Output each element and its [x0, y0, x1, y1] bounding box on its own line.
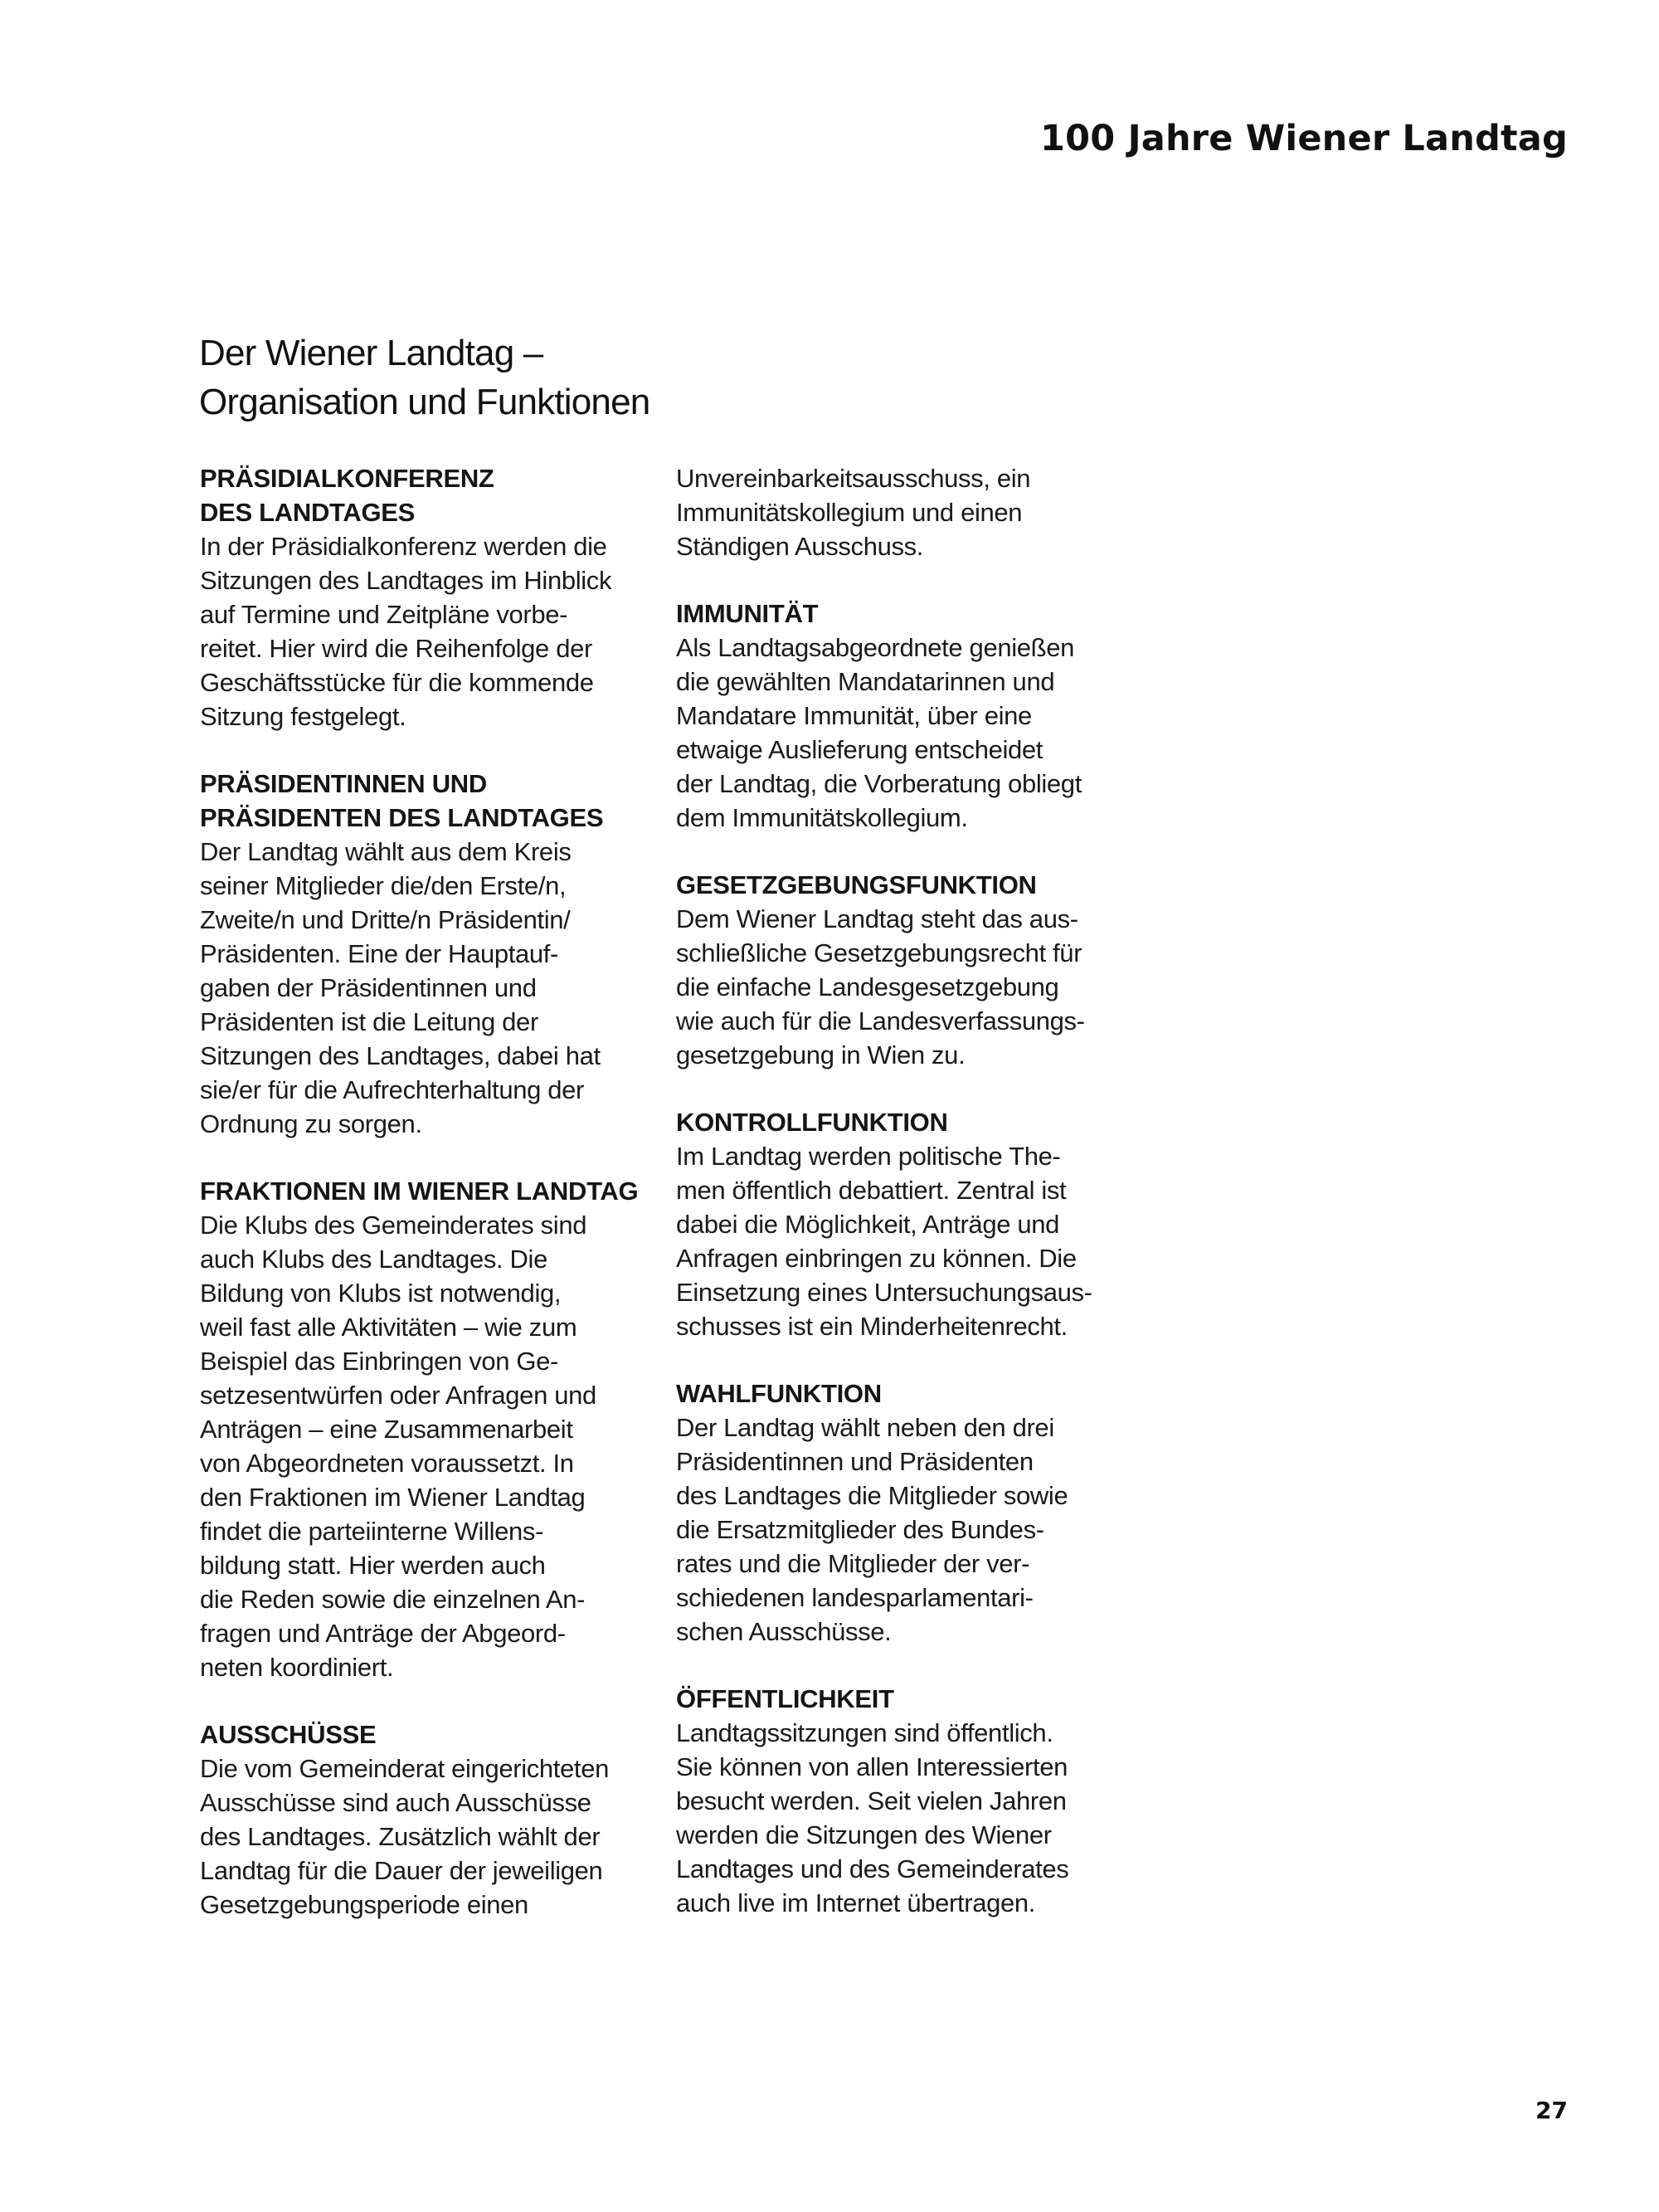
paragraph-line: Bildung von Klubs ist notwendig, [200, 1279, 562, 1308]
paragraph-line: dem Immunitätskollegium. [676, 803, 968, 832]
paragraph-line: wie auch für die Landesverfassungs- [676, 1006, 1085, 1035]
text-section [200, 767, 698, 1141]
section-heading [200, 461, 698, 529]
page-title-line: Organisation und Funktionen [199, 382, 650, 422]
paragraph-line: besucht werden. Seit vielen Jahren [676, 1786, 1067, 1815]
paragraph-line: Zweite/n und Dritte/n Präsidentin/ [200, 905, 571, 934]
section-paragraph [200, 1752, 698, 1922]
section-paragraph [676, 1139, 1174, 1343]
paragraph-line: Der Landtag wählt aus dem Kreis [200, 837, 572, 866]
paragraph-line: schen Ausschüsse. [676, 1617, 892, 1646]
paragraph-line: von Abgeordneten voraussetzt. In [200, 1449, 574, 1478]
paragraph-line: gaben der Präsidentinnen und [200, 973, 537, 1002]
paragraph-line: gesetzgebung in Wien zu. [676, 1040, 966, 1069]
paragraph-line: Beispiel das Einbringen von Ge- [200, 1347, 559, 1376]
paragraph-line: des Landtages. Zusätzlich wählt der [200, 1822, 601, 1851]
section-heading-line: PRÄSIDIALKONFERENZ [200, 464, 494, 493]
text-section [200, 461, 698, 733]
section-heading [676, 1376, 1174, 1411]
paragraph-line: Landtages und des Gemeinderates [676, 1854, 1069, 1883]
section-heading-line: KONTROLLFUNKTION [676, 1108, 948, 1137]
text-section [676, 597, 1174, 835]
running-header-title: 100 Jahre Wiener Landtag [1040, 118, 1568, 159]
paragraph-line: men öffentlich debattiert. Zentral ist [676, 1176, 1067, 1205]
text-section [676, 461, 1174, 563]
paragraph-line: die einfache Landesgesetzgebung [676, 972, 1059, 1001]
text-section [676, 1376, 1174, 1649]
section-heading-line: WAHLFUNKTION [676, 1379, 882, 1408]
paragraph-line: Ständigen Ausschuss. [676, 532, 924, 561]
paragraph-line: Geschäftsstücke für die kommende [200, 668, 594, 697]
section-paragraph [676, 902, 1174, 1072]
paragraph-line: bildung statt. Hier werden auch [200, 1551, 546, 1580]
section-heading [200, 767, 698, 835]
section-paragraph [200, 1208, 698, 1684]
paragraph-line: Sie können von allen Interessierten [676, 1752, 1068, 1781]
paragraph-line: auf Termine und Zeitpläne vorbe- [200, 600, 568, 629]
paragraph-line: auch Klubs des Landtages. Die [200, 1245, 547, 1274]
paragraph-line: weil fast alle Aktivitäten – wie zum [200, 1313, 577, 1342]
paragraph-line: Sitzungen des Landtages, dabei hat [200, 1041, 601, 1070]
paragraph-line: reitet. Hier wird die Reihenfolge der [200, 634, 592, 663]
text-section [200, 1174, 698, 1684]
paragraph-line: Immunitätskollegium und einen [676, 498, 1023, 527]
section-heading-line: PRÄSIDENTINNEN UND [200, 769, 487, 798]
paragraph-line: neten koordiniert. [200, 1653, 394, 1682]
paragraph-line: Als Landtagsabgeordnete genießen [676, 633, 1075, 662]
paragraph-line: Mandatare Immunität, über eine [676, 701, 1032, 730]
paragraph-line: Einsetzung eines Untersuchungsaus- [676, 1278, 1092, 1307]
paragraph-line: Im Landtag werden politische The- [676, 1142, 1061, 1171]
paragraph-line: In der Präsidialkonferenz werden die [200, 532, 607, 561]
paragraph-line: Gesetzgebungsperiode einen [200, 1890, 528, 1919]
page-number: 27 [1535, 2097, 1568, 2124]
paragraph-line: der Landtag, die Vorberatung obliegt [676, 769, 1082, 798]
paragraph-line: setzesentwürfen oder Anfragen und [200, 1381, 596, 1410]
text-column-right [676, 461, 1174, 1953]
paragraph-line: Präsidentinnen und Präsidenten [676, 1447, 1034, 1476]
paragraph-line: Anfragen einbringen zu können. Die [676, 1244, 1077, 1273]
section-heading-line: IMMUNITÄT [676, 599, 819, 628]
paragraph-line: findet die parteiinterne Willens- [200, 1517, 544, 1546]
text-section [200, 1717, 698, 1922]
section-paragraph [676, 631, 1174, 835]
text-section [676, 1105, 1174, 1343]
section-paragraph [676, 1411, 1174, 1649]
paragraph-line: Dem Wiener Landtag steht das aus- [676, 904, 1078, 933]
section-paragraph [676, 1716, 1174, 1920]
paragraph-line: Ausschüsse sind auch Ausschüsse [200, 1788, 591, 1817]
paragraph-line: werden die Sitzungen des Wiener [676, 1820, 1052, 1849]
text-section [676, 1682, 1174, 1920]
paragraph-line: schiedenen landesparlamentari- [676, 1583, 1034, 1612]
section-heading-line: DES LANDTAGES [200, 498, 416, 527]
paragraph-line: Präsidenten. Eine der Hauptauf- [200, 939, 559, 968]
text-section [676, 868, 1174, 1072]
section-heading-line: PRÄSIDENTEN DES LANDTAGES [200, 803, 604, 832]
paragraph-line: dabei die Möglichkeit, Anträge und [676, 1210, 1060, 1239]
section-heading [676, 597, 1174, 631]
section-heading [676, 868, 1174, 902]
page-title-line: Der Wiener Landtag – [199, 333, 543, 373]
paragraph-line: fragen und Anträge der Abgeord- [200, 1619, 566, 1648]
section-paragraph [200, 529, 698, 733]
section-paragraph [676, 461, 1174, 563]
paragraph-line: seiner Mitglieder die/den Erste/n, [200, 871, 567, 900]
paragraph-line: schusses ist ein Minderheitenrecht. [676, 1312, 1068, 1341]
paragraph-line: Präsidenten ist die Leitung der [200, 1007, 538, 1036]
section-heading [200, 1717, 698, 1752]
paragraph-line: Sitzungen des Landtages im Hinblick [200, 566, 612, 595]
paragraph-line: die Reden sowie die einzelnen An- [200, 1585, 586, 1614]
paragraph-line: auch live im Internet übertragen. [676, 1888, 1036, 1917]
text-column-left [200, 461, 698, 1955]
section-heading-line: AUSSCHÜSSE [200, 1720, 377, 1749]
paragraph-line: Anträgen – eine Zusammenarbeit [200, 1415, 573, 1444]
paragraph-line: den Fraktionen im Wiener Landtag [200, 1483, 586, 1512]
paragraph-line: Ordnung zu sorgen. [200, 1109, 422, 1138]
section-heading-line: GESETZGEBUNGSFUNKTION [676, 870, 1037, 899]
paragraph-line: des Landtages die Mitglieder sowie [676, 1481, 1068, 1510]
section-paragraph [200, 835, 698, 1141]
paragraph-line: Landtagssitzungen sind öffentlich. [676, 1718, 1053, 1747]
paragraph-line: Landtag für die Dauer der jeweiligen [200, 1856, 603, 1885]
paragraph-line: sie/er für die Aufrechterhaltung der [200, 1075, 585, 1104]
paragraph-line: Unvereinbarkeitsausschuss, ein [676, 464, 1031, 493]
paragraph-line: die gewählten Mandatarinnen und [676, 667, 1055, 696]
section-heading-line: ÖFFENTLICHKEIT [676, 1684, 894, 1713]
paragraph-line: Der Landtag wählt neben den drei [676, 1413, 1054, 1442]
paragraph-line: schließliche Gesetzgebungsrecht für [676, 938, 1082, 967]
paragraph-line: Die Klubs des Gemeinderates sind [200, 1211, 587, 1240]
paragraph-line: Sitzung festgelegt. [200, 702, 406, 731]
section-heading [200, 1174, 698, 1208]
paragraph-line: etwaige Auslieferung entscheidet [676, 735, 1044, 764]
page-title [199, 329, 946, 426]
section-heading-line: FRAKTIONEN IM WIENER LANDTAG [200, 1177, 639, 1206]
section-heading [676, 1682, 1174, 1716]
paragraph-line: Die vom Gemeinderat eingerichteten [200, 1754, 609, 1783]
paragraph-line: die Ersatzmitglieder des Bundes- [676, 1515, 1044, 1544]
section-heading [676, 1105, 1174, 1139]
paragraph-line: rates und die Mitglieder der ver- [676, 1549, 1030, 1578]
